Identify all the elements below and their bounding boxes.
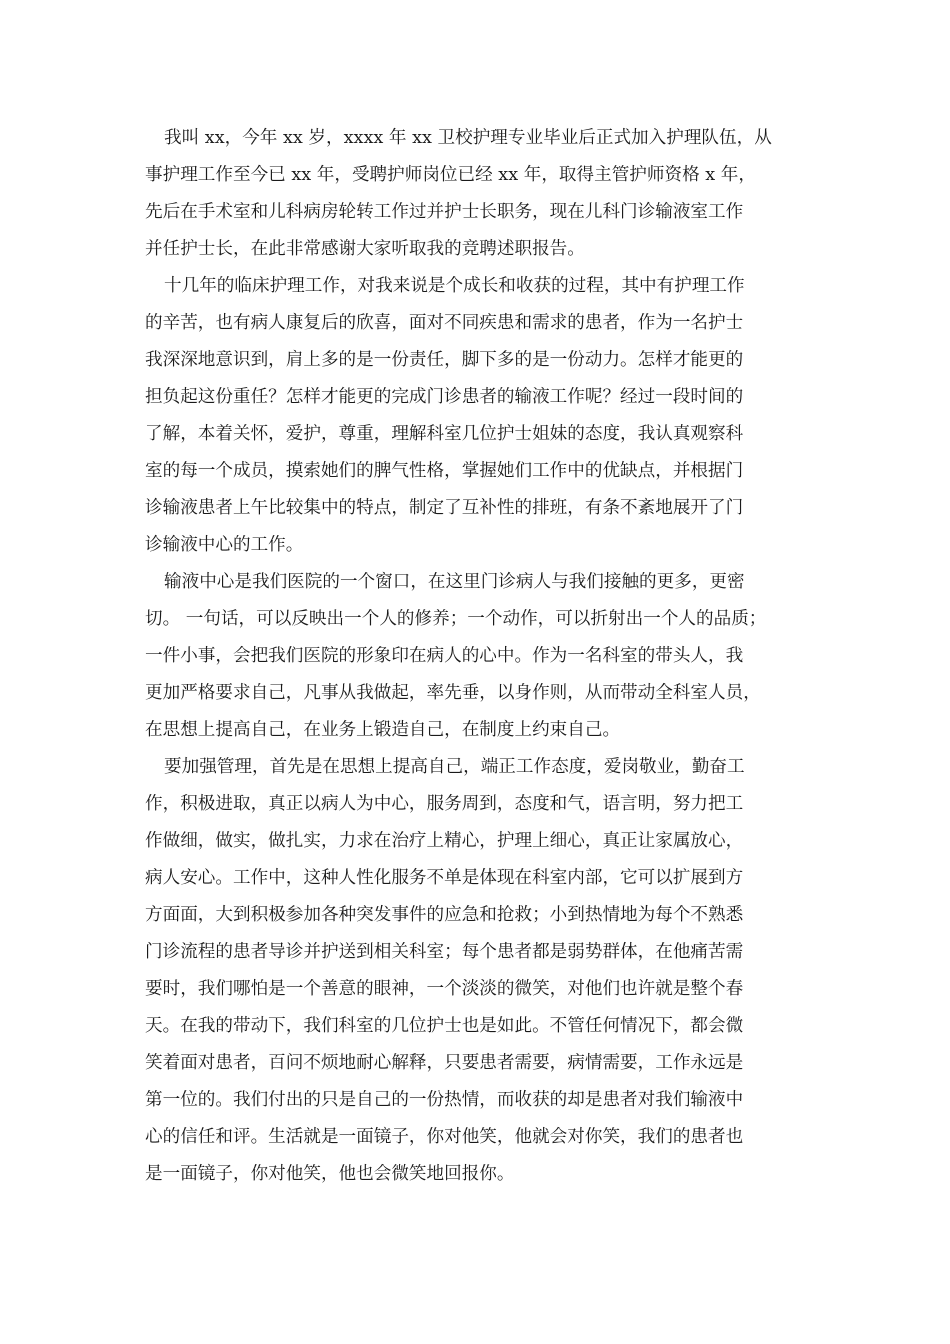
text-line: 要加强管理，首先是在思想上提高自己，端正工作态度，爱岗敬业，勤奋工 — [164, 757, 745, 777]
text-line: 十几年的临床护理工作，对我来说是个成长和收获的过程，其中有护理工作 — [164, 276, 745, 296]
text-line: 心的信任和评。生活就是一面镜子，你对他笑，他就会对你笑，我们的患者也 — [145, 1127, 744, 1147]
text-line: 事护理工作至今已 xx 年，受聘护师岗位已经 xx 年，取得主管护师资格 x 年， — [145, 165, 756, 185]
text-line: 了解，本着关怀，爱护，尊重，理解科室几位护士姐妹的态度，我认真观察科 — [145, 424, 744, 444]
text-line: 并任护士长，在此非常感谢大家听取我的竞聘述职报告。 — [145, 239, 585, 259]
text-line: 作，积极进取，真正以病人为中心，服务周到，态度和气，语言明，努力把工 — [145, 794, 744, 814]
text-line: 作做细，做实，做扎实，力求在治疗上精心，护理上细心，真正让家属放心， — [145, 831, 744, 851]
text-line: 切。 一句话，可以反映出一个人的修养；一个动作，可以折射出一个人的品质； — [145, 609, 767, 629]
text-line: 担负起这份重任？怎样才能更的完成门诊患者的输液工作呢？经过一段时间的 — [145, 387, 744, 407]
text-line: 要时，我们哪怕是一个善意的眼神，一个淡淡的微笑，对他们也许就是整个春 — [145, 979, 744, 999]
text-line: 门诊流程的患者导诊并护送到相关科室；每个患者都是弱势群体，在他痛苦需 — [145, 942, 744, 962]
text-line: 我叫 xx，今年 xx 岁，xxxx 年 xx 卫校护理专业毕业后正式加入护理队伍，从 — [164, 128, 772, 148]
text-line: 室的每一个成员，摸索她们的脾气性格，掌握她们工作中的优缺点，并根据门 — [145, 461, 744, 481]
text-line: 方面面，大到积极参加各种突发事件的应急和抢救；小到热情地为每个不熟悉 — [145, 905, 744, 925]
text-line: 天。在我的带动下，我们科室的几位护士也是如此。不管任何情况下，都会微 — [145, 1016, 744, 1036]
text-line: 在思想上提高自己，在业务上锻造自己，在制度上约束自己。 — [145, 720, 621, 740]
text-line: 笑着面对患者，百问不烦地耐心解释，只要患者需要，病情需要，工作永远是 — [145, 1053, 744, 1073]
text-line: 诊输液患者上午比较集中的特点，制定了互补性的排班，有条不紊地展开了门 — [145, 498, 744, 518]
text-line: 第一位的。我们付出的只是自己的一份热情，而收获的却是患者对我们输液中 — [145, 1090, 744, 1110]
text-line: 是一面镜子，你对他笑，他也会微笑地回报你。 — [145, 1164, 515, 1184]
text-line: 一件小事，会把我们医院的形象印在病人的心中。作为一名科室的带头人，我 — [145, 646, 744, 666]
text-line: 我深深地意识到，肩上多的是一份责任，脚下多的是一份动力。怎样才能更的 — [145, 350, 744, 370]
text-line: 更加严格要求自己，凡事从我做起，率先垂，以身作则，从而带动全科室人员， — [145, 683, 761, 703]
text-line: 病人安心。工作中，这种人性化服务不单是体现在科室内部，它可以扩展到方 — [145, 868, 744, 888]
text-line: 输液中心是我们医院的一个窗口，在这里门诊病人与我们接触的更多，更密 — [164, 572, 745, 592]
text-line: 先后在手术室和儿科病房轮转工作过并护士长职务，现在儿科门诊输液室工作 — [145, 202, 744, 222]
text-line: 的辛苦，也有病人康复后的欣喜，面对不同疾患和需求的患者，作为一名护士 — [145, 313, 744, 333]
text-line: 诊输液中心的工作。 — [145, 535, 304, 555]
